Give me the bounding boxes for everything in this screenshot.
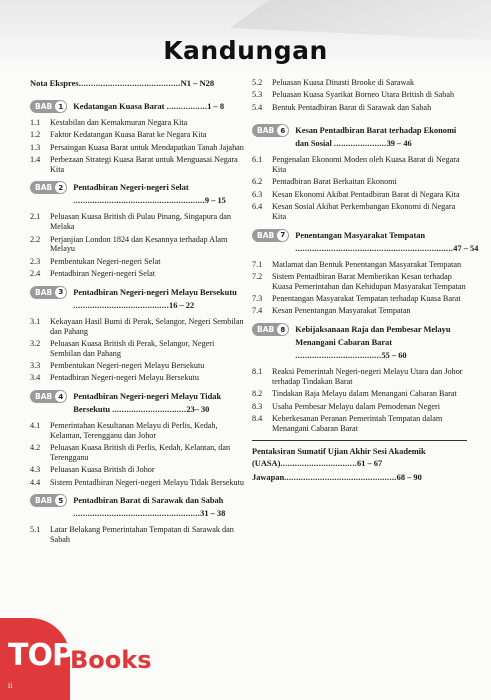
subtopic-item[interactable] bbox=[252, 78, 467, 88]
chapter-1 bbox=[30, 100, 246, 174]
subtopic-number: 3.2 bbox=[30, 338, 41, 348]
subtopic-title: Tindakan Raja Melayu dalam Menangani Cabaran Barat bbox=[272, 389, 457, 399]
chapter-dots: ........................................ bbox=[73, 300, 169, 310]
bab-label: BAB bbox=[35, 183, 53, 193]
subtopic-item[interactable] bbox=[30, 235, 246, 255]
chapter-heading[interactable] bbox=[252, 323, 467, 362]
chapter-7 bbox=[252, 229, 479, 316]
subtopic-item[interactable] bbox=[30, 465, 246, 475]
subtopic-number: 7.1 bbox=[252, 259, 263, 269]
subtopic-item[interactable] bbox=[252, 272, 467, 292]
subtopic-item[interactable] bbox=[30, 525, 246, 545]
subtopic-number: 7.2 bbox=[252, 271, 263, 281]
chapter-title-text: Kesan Pentadbiran Barat terhadap Ekonomi dan Sosial bbox=[295, 126, 457, 149]
uasa-title: Pentaksiran Sumatif Ujian Akhir Sesi Akademik (UASA) bbox=[252, 447, 426, 469]
subtopic-number: 6.3 bbox=[252, 189, 263, 199]
bab-number: 7 bbox=[277, 230, 288, 241]
chapter-page-range: 31 – 38 bbox=[200, 509, 226, 519]
chapter-heading[interactable] bbox=[30, 286, 246, 312]
subtopic-item[interactable] bbox=[252, 389, 467, 399]
subtopic-number: 7.4 bbox=[252, 306, 263, 316]
subtopic-item[interactable] bbox=[252, 260, 467, 270]
subtopic-number: 3.3 bbox=[30, 360, 41, 370]
subtopic-number: 6.2 bbox=[252, 177, 263, 187]
subtopic-number: 4.4 bbox=[30, 477, 41, 487]
subtopic-number: 4.2 bbox=[30, 443, 41, 453]
subtopic-title: Keberkesanan Peranan Pemerintah Tempatan dalam Menangani Cabaran Barat bbox=[272, 413, 443, 433]
chapter-title-text: Kebijaksanaan Raja dan Pembesar Melayu Menangani Cabaran Barat bbox=[295, 325, 451, 348]
subtopic-number: 3.1 bbox=[30, 316, 41, 326]
subtopic-item[interactable] bbox=[30, 478, 246, 488]
chapter-page-range: 23– 30 bbox=[186, 405, 210, 415]
bab-badge bbox=[252, 124, 289, 137]
subtopic-title: Bentuk Pentadbiran Barat di Sarawak dan Sabah bbox=[272, 102, 432, 112]
subtopic-item[interactable] bbox=[252, 177, 467, 187]
chapter-title-text: Pentadbiran Barat di Sarawak dan Sabah bbox=[73, 496, 224, 506]
bab-number: 8 bbox=[277, 324, 288, 335]
bab-label: BAB bbox=[35, 102, 53, 111]
subtopic-title: Pembentukan Negeri-negeri Melayu Bersekutu bbox=[50, 360, 205, 370]
subtopic-title: Peluasan Kuasa British di Pulau Pinang, Singapura dan Melaka bbox=[50, 212, 232, 232]
subtopic-item[interactable] bbox=[252, 306, 467, 316]
subtopic-item[interactable] bbox=[252, 190, 467, 200]
subtopic-number: 1.3 bbox=[30, 142, 41, 152]
uasa-dots: ................................ bbox=[280, 459, 357, 469]
chapter-page-range: 16 – 22 bbox=[169, 300, 195, 310]
chapter-dots: .................................... bbox=[295, 351, 382, 361]
subtopic-title: Matlamat dan Bentuk Penentangan Masyarakat Tempatan bbox=[272, 259, 462, 269]
right-chapter-list bbox=[252, 124, 479, 433]
subtopic-item[interactable] bbox=[30, 339, 246, 359]
subtopic-item[interactable] bbox=[252, 103, 467, 113]
chapter-pages bbox=[332, 139, 412, 148]
chapter-title bbox=[295, 323, 467, 362]
chapter-heading[interactable] bbox=[30, 494, 246, 520]
bab-number: 6 bbox=[277, 125, 288, 136]
chapter-dots: ....................................................... bbox=[73, 196, 205, 206]
subtopic-number: 5.4 bbox=[252, 102, 263, 112]
left-column bbox=[30, 78, 246, 552]
nota-pages: N1 – N28 bbox=[180, 78, 215, 88]
bab-label: BAB bbox=[35, 496, 53, 506]
chapter-dots: ............................... bbox=[112, 405, 187, 415]
chapter-dots: ...................... bbox=[333, 139, 387, 149]
chapter-page-range: 55 – 60 bbox=[381, 351, 407, 361]
subtopic-title: Kesan Penentangan Masyarakat Tempatan bbox=[272, 306, 411, 316]
subtopic-item[interactable] bbox=[30, 130, 246, 140]
chapter-title-text: Pentadbiran Negeri-negeri Melayu Tidak Bersekutu bbox=[73, 392, 222, 415]
bab-badge bbox=[252, 229, 289, 242]
chapter-pages bbox=[73, 509, 225, 518]
bab-label: BAB bbox=[257, 230, 275, 240]
jawapan-pages: 68 – 90 bbox=[396, 473, 422, 483]
chapter-title-text: Pentadbiran Negeri-negeri Melayu Bersekutu bbox=[73, 287, 237, 297]
chapter-heading[interactable] bbox=[252, 124, 467, 150]
jawapan-label: Jawapan bbox=[252, 473, 285, 483]
logo-books-text: Books bbox=[70, 646, 152, 674]
chapter-dots: .................................................................. bbox=[295, 243, 454, 253]
subtopic-number: 6.4 bbox=[252, 202, 263, 212]
subtopic-number: 7.3 bbox=[252, 294, 263, 304]
bab-label: BAB bbox=[257, 325, 275, 335]
subtopic-item[interactable] bbox=[30, 421, 246, 441]
subtopic-item[interactable] bbox=[252, 155, 467, 175]
right-column bbox=[252, 78, 479, 484]
subtopic-title: Peluasan Kuasa British di Perak, Selangor, Negeri Sembilan dan Pahang bbox=[50, 338, 215, 358]
uasa-pages: 61 – 67 bbox=[357, 459, 383, 469]
bab-badge bbox=[30, 390, 67, 403]
bab-badge bbox=[30, 181, 67, 194]
chapter-title-text: Pentadbiran Negeri-negeri Selat bbox=[73, 183, 189, 193]
subtopic-number: 1.4 bbox=[30, 154, 41, 164]
chapter-pages bbox=[295, 244, 478, 253]
chapter-dots: ................. bbox=[166, 102, 208, 111]
subtopic-item[interactable] bbox=[30, 361, 246, 371]
bab-badge bbox=[252, 323, 289, 336]
subtopic-number: 3.4 bbox=[30, 373, 41, 383]
bab-number: 1 bbox=[55, 101, 66, 112]
chapter-page-range: 47 – 54 bbox=[453, 243, 479, 253]
subtopic-item[interactable] bbox=[30, 155, 246, 175]
subtopic-number: 8.2 bbox=[252, 389, 263, 399]
subtopic-item[interactable] bbox=[252, 367, 467, 387]
chapter-heading[interactable] bbox=[252, 229, 479, 255]
chapter-title bbox=[73, 494, 246, 520]
chapter-title bbox=[73, 181, 246, 207]
subtopic-item[interactable] bbox=[30, 443, 246, 463]
chapter-title bbox=[295, 229, 478, 255]
chapter-pages bbox=[73, 301, 194, 310]
bab-number: 5 bbox=[55, 495, 66, 506]
chapter-heading[interactable] bbox=[30, 100, 246, 113]
subtopic-item[interactable] bbox=[30, 257, 246, 267]
subtopic-title: Pengenalan Ekonomi Moden oleh Kuasa Barat di Negara Kita bbox=[272, 155, 460, 175]
chapter-page-range: 9 – 15 bbox=[204, 196, 226, 206]
chapter-pages bbox=[295, 351, 406, 360]
subtopic-item[interactable] bbox=[30, 269, 246, 279]
subtopic-title: Kesan Ekonomi Akibat Pentadbiran Barat di Negara Kita bbox=[272, 189, 460, 199]
bab-number: 4 bbox=[55, 391, 66, 402]
subtopic-title: Kestabilan dan Kemakmuran Negara Kita bbox=[50, 118, 188, 127]
chapter-5 bbox=[30, 494, 246, 545]
page-title: Kandungan bbox=[163, 36, 328, 65]
subtopic-number: 2.1 bbox=[30, 212, 41, 222]
subtopic-number: 2.4 bbox=[30, 268, 41, 278]
subtopic-number: 5.1 bbox=[30, 525, 41, 535]
subtopic-item[interactable] bbox=[252, 414, 467, 434]
chapter-title bbox=[73, 100, 224, 113]
subtopic-number: 4.1 bbox=[30, 421, 41, 431]
bab-label: BAB bbox=[35, 287, 53, 297]
subtopic-item[interactable] bbox=[252, 402, 467, 412]
chapter-2 bbox=[30, 181, 246, 278]
subtopic-number: 2.2 bbox=[30, 234, 41, 244]
subtopic-title: Usaha Pembesar Melayu dalam Pemodenan Negeri bbox=[272, 401, 441, 411]
logo-top-text: TOP bbox=[8, 638, 73, 673]
chapter-pages bbox=[164, 102, 224, 111]
bab-label: BAB bbox=[35, 392, 53, 402]
subtopic-title: Peluasan Kuasa Dinasti Brooke di Sarawak bbox=[272, 78, 415, 87]
divider bbox=[252, 440, 467, 441]
subtopic-title: Peluasan Kuasa British di Johor bbox=[50, 465, 155, 475]
subtopic-item[interactable] bbox=[252, 294, 467, 304]
subtopic-number: 2.3 bbox=[30, 256, 41, 266]
subtopic-item[interactable] bbox=[30, 212, 246, 232]
jawapan-dots: ............................................... bbox=[284, 473, 397, 483]
chapter-heading[interactable] bbox=[30, 390, 246, 416]
bab-number: 3 bbox=[55, 287, 66, 298]
subtopic-item[interactable] bbox=[30, 317, 246, 337]
subtopic-number: 5.2 bbox=[252, 78, 263, 87]
jawapan-entry[interactable] bbox=[252, 472, 467, 484]
page-number: ii bbox=[8, 681, 13, 690]
subtopic-item[interactable] bbox=[30, 118, 246, 128]
chapter-4 bbox=[30, 390, 246, 487]
subtopic-title: Pemerintahan Kesultanan Melayu di Perlis, Kedah, Kelantan, Terengganu dan Johor bbox=[50, 421, 218, 440]
subtopic-number: 8.4 bbox=[252, 413, 263, 423]
bab-badge bbox=[30, 286, 67, 299]
nota-ekspres-entry[interactable] bbox=[30, 78, 246, 88]
subtopic-title: Peluasan Kuasa British di Perlis, Kedah, Kelantan, dan Terengganu bbox=[50, 443, 231, 462]
chapter-title bbox=[73, 390, 246, 416]
subtopic-item[interactable] bbox=[30, 373, 246, 383]
chapter-pages bbox=[110, 405, 209, 414]
chapter-page-range: 1 – 8 bbox=[207, 102, 225, 111]
subtopic-item[interactable] bbox=[30, 143, 246, 153]
chapter-5-continued bbox=[252, 78, 467, 112]
subtopic-title: Peluasan Kuasa Syarikat Borneo Utara British di Sabah bbox=[272, 90, 455, 100]
nota-label: Nota Ekspres bbox=[30, 78, 79, 88]
subtopic-item[interactable] bbox=[252, 90, 467, 100]
chapter-dots: ..................................................... bbox=[73, 509, 201, 519]
chapter-8 bbox=[252, 323, 467, 433]
subtopic-title: Latar Belakang Pemerintahan Tempatan di Sarawak dan Sabah bbox=[50, 525, 234, 545]
chapter-heading[interactable] bbox=[30, 181, 246, 207]
subtopic-title: Kesan Sosial Akibat Perkembangan Ekonomi di Negara Kita bbox=[272, 202, 456, 221]
subtopic-title: Pembentukan Negeri-negeri Selat bbox=[50, 256, 161, 266]
subtopic-title: Pentadbiran Negeri-negeri Selat bbox=[50, 268, 156, 278]
subtopic-title: Sistem Pentadbiran Barat Memberikan Kesan terhadap Kuasa Pemerintahan dan Kehidupan Masyarakat Tempatan bbox=[272, 271, 466, 291]
chapter-title-text: Penentangan Masyarakat Tempatan bbox=[295, 230, 426, 240]
subtopic-title: Pentadbiran Barat Berkaitan Ekonomi bbox=[272, 177, 397, 187]
subtopic-number: 1.2 bbox=[30, 130, 41, 140]
subtopic-number: 5.3 bbox=[252, 90, 263, 100]
chapter-pages bbox=[73, 196, 226, 205]
subtopic-number: 6.1 bbox=[252, 155, 263, 165]
left-chapter-list bbox=[30, 100, 246, 545]
nota-dots: .......................................... bbox=[78, 78, 181, 88]
subtopic-title: Kekayaan Hasil Bumi di Perak, Selangor, Negeri Sembilan dan Pahang bbox=[50, 316, 244, 336]
subtopic-title: Penentangan Masyarakat Tempatan terhadap Kuasa Barat bbox=[272, 294, 461, 304]
bab-number: 2 bbox=[55, 182, 66, 193]
chapter-3 bbox=[30, 286, 246, 383]
chapter-6 bbox=[252, 124, 467, 221]
subtopic-number: 8.3 bbox=[252, 401, 263, 411]
chapter-title-text: Kedatangan Kuasa Barat bbox=[73, 102, 165, 111]
subtopic-title: Reaksi Pemerintah Negeri-negeri Melayu Utara dan Johor terhadap Tindakan Barat bbox=[272, 367, 463, 386]
subtopic-title: Pentadbiran Negeri-negeri Melayu Bersekutu bbox=[50, 373, 199, 383]
subtopic-number: 4.3 bbox=[30, 465, 41, 475]
chapter-title bbox=[295, 124, 467, 150]
subtopic-title: Sistem Pentadbiran Negeri-negeri Melayu Tidak Bersekutu bbox=[50, 477, 244, 487]
subtopic-title: Perjanjian London 1824 dan Kesannya terhadap Alam Melayu bbox=[50, 234, 228, 254]
bab-badge bbox=[30, 100, 67, 113]
subtopic-number: 1.1 bbox=[30, 118, 41, 127]
subtopic-title: Perbezaan Strategi Kuasa Barat untuk Menguasai Negara Kita bbox=[50, 154, 238, 174]
subtopic-title: Persaingan Kuasa Barat untuk Mendapatkan Tanah Jajahan bbox=[50, 142, 244, 152]
subtopic-number: 8.1 bbox=[252, 367, 263, 377]
chapter-page-range: 39 – 46 bbox=[386, 139, 412, 149]
subtopic-item[interactable] bbox=[252, 202, 467, 222]
bab-badge bbox=[30, 494, 67, 507]
chapter-title bbox=[73, 286, 246, 312]
bab-label: BAB bbox=[257, 126, 275, 136]
uasa-entry[interactable] bbox=[252, 446, 467, 470]
topbooks-logo bbox=[0, 618, 200, 700]
subtopic-title: Faktor Kedatangan Kuasa Barat ke Negara Kita bbox=[50, 130, 207, 140]
